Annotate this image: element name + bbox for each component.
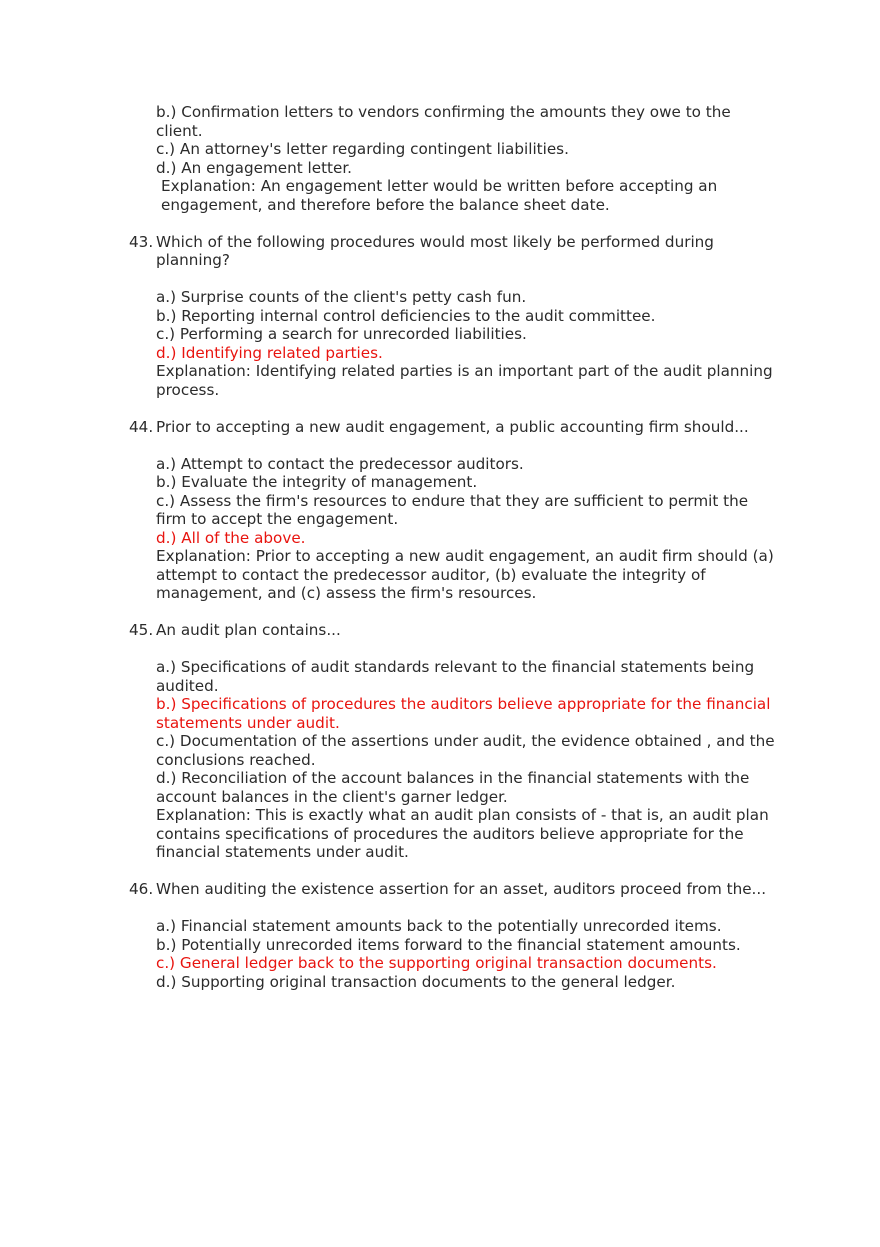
option: c.) Performing a search for unrecorded liabilities. <box>156 325 527 343</box>
question-43 <box>0 233 880 400</box>
option: a.) Financial statement amounts back to the potentially unrecorded items. <box>156 917 722 935</box>
question-46 <box>0 880 880 991</box>
option: c.) An attorney's letter regarding contingent liabilities. <box>156 140 569 158</box>
option: a.) Specifications of audit standards relevant to the financial statements being audited. <box>156 658 755 695</box>
question-text: Which of the following procedures would most likely be performed during planning? <box>156 232 714 269</box>
option: b.) Potentially unrecorded items forward to the financial statement amounts. <box>156 935 741 954</box>
question-number: 46. <box>129 880 154 898</box>
option: b.) Evaluate the integrity of management. <box>156 473 478 491</box>
option: b.) Reporting internal control deficiencies to the audit committee. <box>156 306 656 325</box>
option: c.) Documentation of the assertions under audit, the evidence obtained , and the conclusions reached. <box>156 732 775 769</box>
correct-option: c.) General ledger back to the supporting original transaction documents. <box>156 954 717 972</box>
option: d.) Supporting original transaction documents to the general ledger. <box>156 972 676 991</box>
option: b.) Confirmation letters to vendors confirming the amounts they owe to the client. <box>156 103 731 140</box>
option: c.) Assess the firm's resources to endure that they are sufficient to permit the firm to accept the engagement. <box>156 491 749 528</box>
carryover-block <box>0 103 880 214</box>
question-text: Prior to accepting a new audit engagement, a public accounting firm should... <box>156 417 749 436</box>
option: d.) An engagement letter. <box>156 158 353 177</box>
question-text: An audit plan contains... <box>156 621 341 639</box>
explanation: Explanation: This is exactly what an audit plan consists of - that is, an audit plan contains specifications of procedures the auditors believe appropriate for the financial statements under audit. <box>156 806 769 861</box>
question-44 <box>0 418 880 603</box>
question-number: 45. <box>129 621 154 639</box>
option: a.) Attempt to contact the predecessor auditors. <box>156 454 524 473</box>
explanation: Explanation: An engagement letter would be written before accepting an engagement, and therefore before the balance sheet date. <box>161 177 718 214</box>
question-number: 43. <box>129 232 154 251</box>
correct-option: d.) All of the above. <box>156 528 306 547</box>
option: d.) Reconciliation of the account balances in the financial statements with the account balances in the client's garner ledger. <box>156 769 750 806</box>
page-content <box>0 103 880 991</box>
question-text: When auditing the existence assertion for an asset, auditors proceed from the... <box>156 880 767 898</box>
explanation: Explanation: Identifying related parties is an important part of the audit planning process. <box>156 362 773 399</box>
correct-option: d.) Identifying related parties. <box>156 343 383 362</box>
explanation: Explanation: Prior to accepting a new audit engagement, an audit firm should (a) attempt to contact the predecessor auditor, (b) evaluate the integrity of management, and (c) assess the firm's resources. <box>156 547 774 602</box>
question-number: 44. <box>129 417 154 436</box>
correct-option: b.) Specifications of procedures the auditors believe appropriate for the financial statements under audit. <box>156 695 771 732</box>
option: a.) Surprise counts of the client's petty cash fun. <box>156 288 527 306</box>
question-45 <box>0 621 880 862</box>
